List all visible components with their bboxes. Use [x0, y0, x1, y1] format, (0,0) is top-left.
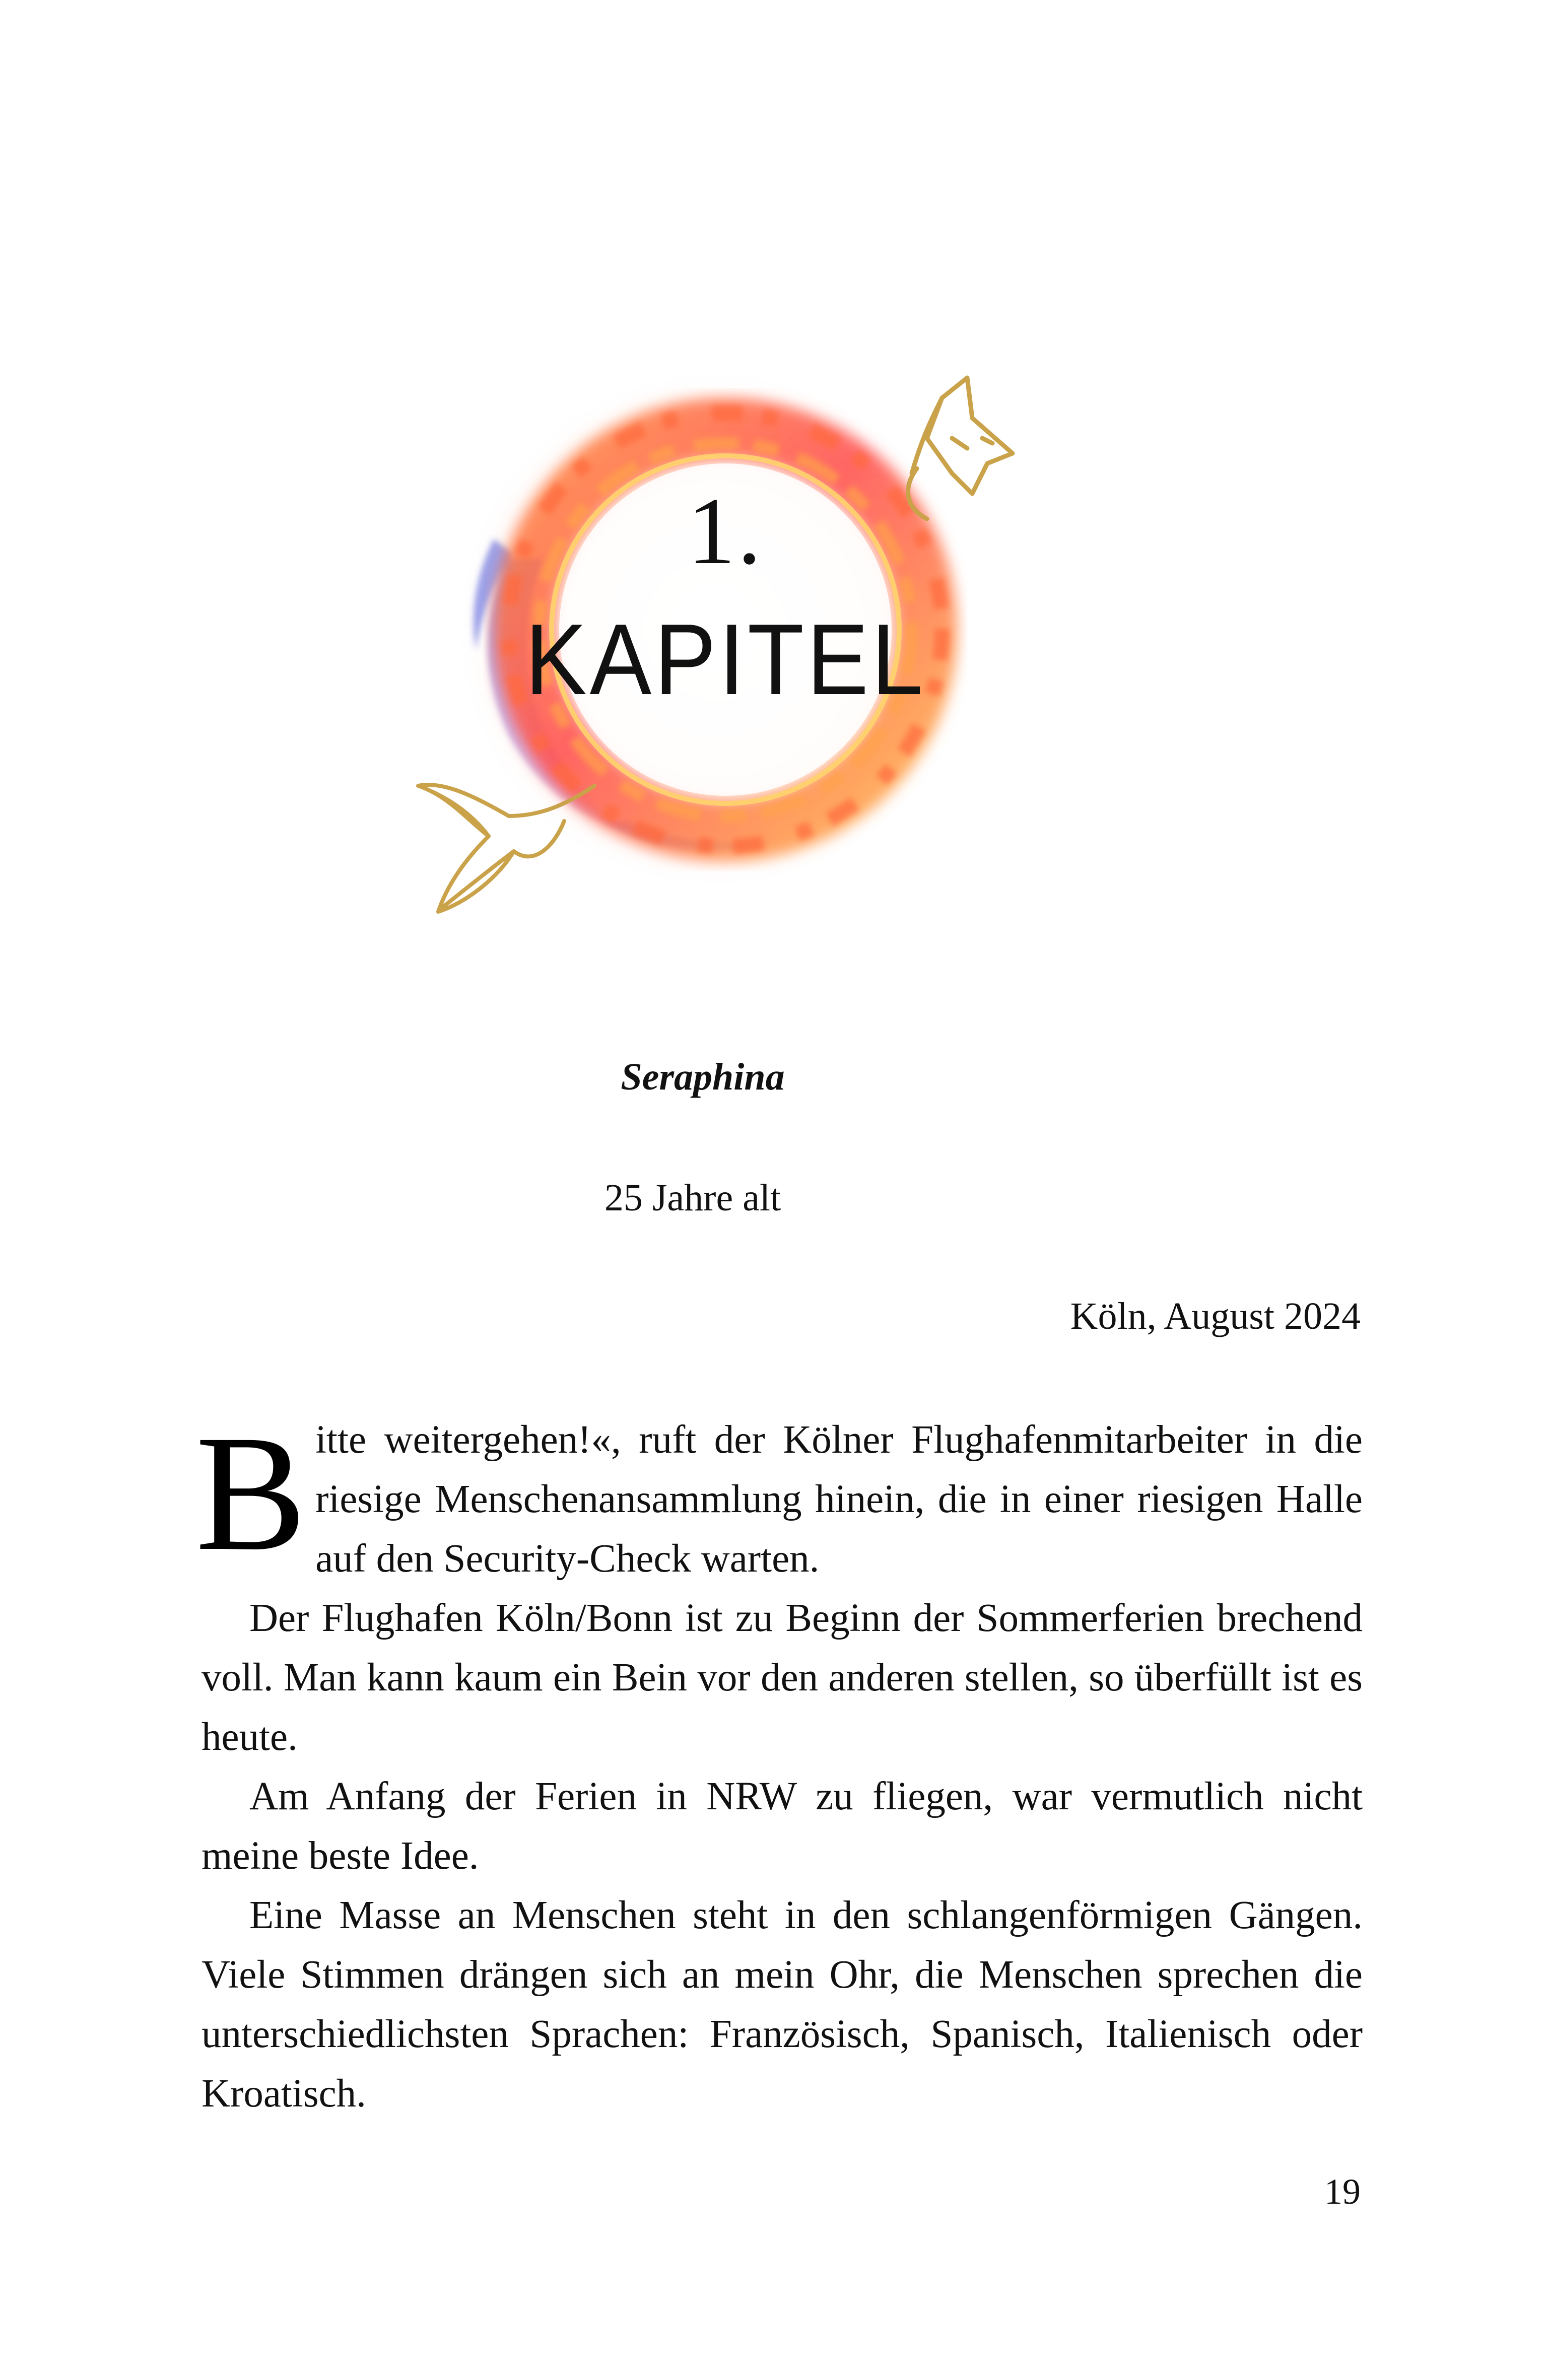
chapter-title: KAPITEL — [525, 603, 926, 716]
pov-character-age: 25 Jahre alt — [604, 1177, 781, 1219]
drop-cap: B — [195, 1401, 307, 1585]
paragraph-text: itte weitergehen!«, ruft der Kölner Flughafenmitarbeiter in die riesige Menschenansammlung hinein, die in einer riesigen Halle auf den Security-Check warten. — [315, 1418, 1363, 1581]
chapter-body — [195, 1401, 1363, 2124]
paragraph: Eine Masse an Menschen steht in den schlangenförmigen Gängen. Viele Stimmen drängen sich an mein Ohr, die Menschen sprechen die unterschiedlichsten Sprachen: Französisch, Spanisch, Italienisch oder Kroatisch. — [201, 1893, 1363, 2116]
place-date: Köln, August 2024 — [1070, 1295, 1361, 1337]
paragraph — [195, 1401, 1363, 1589]
chapter-number: 1. — [687, 479, 764, 584]
paragraph: Am Anfang der Ferien in NRW zu fliegen, war vermutlich nicht meine beste Idee. — [201, 1775, 1363, 1878]
chapter-emblem — [393, 348, 1058, 942]
paragraph: Der Flughafen Köln/Bonn ist zu Beginn der Sommerferien brechend voll. Man kann kaum ein Bein vor den anderen stellen, so überfüllt ist es heute. — [201, 1596, 1363, 1759]
pov-character-name: Seraphina — [621, 1056, 785, 1098]
page-number: 19 — [1324, 2171, 1361, 2212]
